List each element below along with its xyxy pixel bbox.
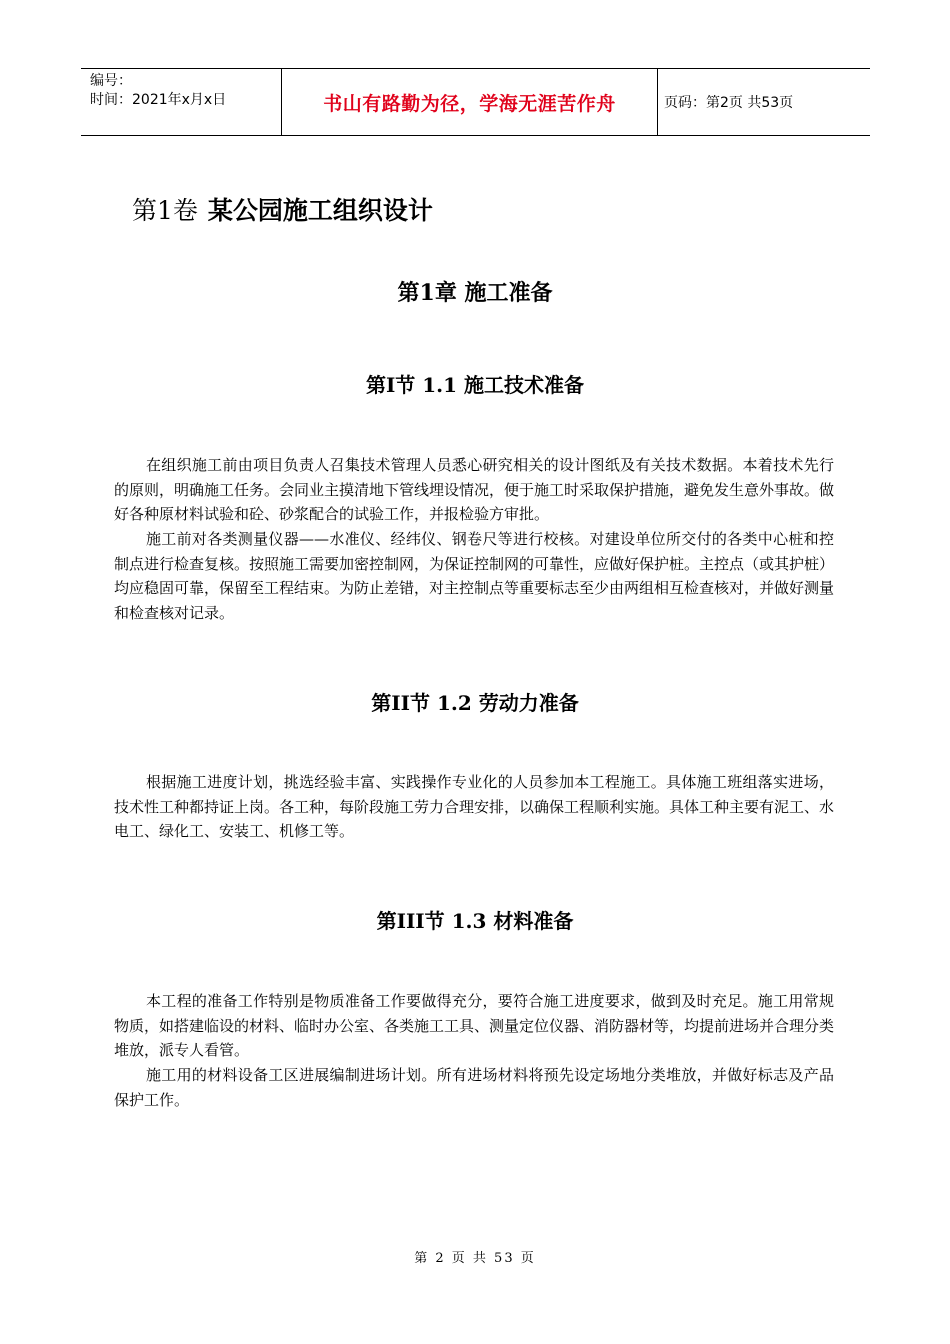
paragraph: 施工前对各类测量仪器——水准仪、经纬仪、钢卷尺等进行校核。对建设单位所交付的各类中心桩和控制点进行检查复核。按照施工需要加密控制网，为保证控制网的可靠性，应做好保护桩。主控点（或其护桩）均应稳固可靠，保留至工程结束。为防止差错，对主控制点等重要标志至少由两组相互检查核对，并做好测量和检查核对记录。 <box>114 530 835 622</box>
serial-label: 编号： <box>90 73 132 89</box>
paragraph: 施工用的材料设备工区进展编制进场计划。所有进场材料将预先设定场地分类堆放，并做好标志及产品保护工作。 <box>114 1066 834 1109</box>
section-title: 第I节 1.1 施工技术准备 <box>365 373 585 397</box>
volume-number: 第1卷 <box>132 196 198 225</box>
page-header <box>81 68 870 136</box>
section-title: 第II节 1.2 劳动力准备 <box>371 691 579 715</box>
paragraph: 本工程的准备工作特别是物质准备工作要做得充分，要符合施工进度要求，做到及时充足。施工用常规物质，如搭建临设的材料、临时办公室、各类施工工具、测量定位仪器、消防器材等，均提前进场并合理分类堆放，派专人看管。 <box>114 992 835 1059</box>
section-title: 第III节 1.3 材料准备 <box>376 909 574 933</box>
volume-title <box>132 193 433 229</box>
chapter-title: 第1章 施工准备 <box>397 280 553 306</box>
volume-name: 某公园施工组织设计 <box>207 196 433 225</box>
header-page-info: 页码：第2页 共53页 <box>664 95 794 111</box>
header-meta <box>81 69 281 135</box>
header-motto: 书山有路勤为径，学海无涯苦作舟 <box>281 69 658 135</box>
paragraph: 根据施工进度计划，挑选经验丰富、实践操作专业化的人员参加本工程施工。具体施工班组落实进场，技术性工种都持证上岗。各工种，每阶段施工劳力合理安排，以确保工程顺利实施。具体工种主要有泥工、水电工、绿化工、安装工、机修工等。 <box>114 773 835 840</box>
page-footer: 第 2 页 共 53 页 <box>414 1251 536 1266</box>
time-label: 时间：2021年x月x日 <box>90 92 227 108</box>
paragraph: 在组织施工前由项目负责人召集技术管理人员悉心研究相关的设计图纸及有关技术数据。本着技术先行的原则，明确施工任务。会同业主摸清地下管线埋设情况，便于施工时采取保护措施，避免发生意外事故。做好各种原材料试验和砼、砂浆配合的试验工作，并报检验方审批。 <box>114 456 835 523</box>
